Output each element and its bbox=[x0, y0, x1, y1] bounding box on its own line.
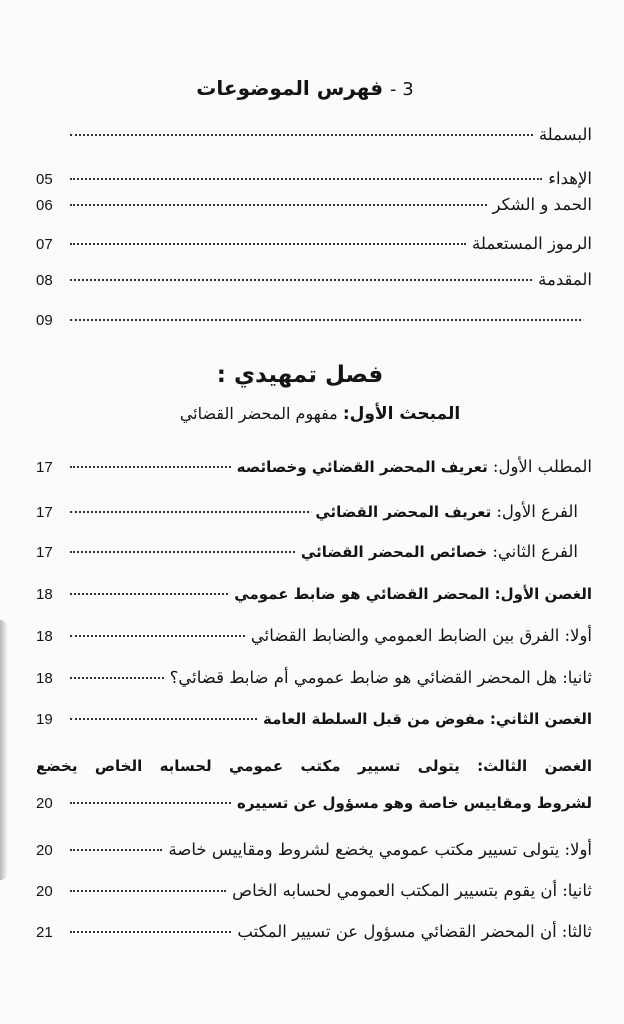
page-number: 06 bbox=[36, 197, 53, 214]
leader-dots bbox=[70, 677, 164, 679]
toc-row bbox=[36, 709, 592, 728]
toc-row bbox=[36, 542, 578, 561]
entry-prefix: الغصن الثالث: bbox=[477, 757, 592, 775]
entry-prefix: الغصن الأول: bbox=[494, 585, 592, 603]
entry-text: هل المحضر القضائي هو ضابط عمومي أم ضابط قضائي؟ bbox=[169, 668, 558, 687]
page-number: 21 bbox=[36, 924, 53, 941]
entry-text: خصائص المحضر القضائي bbox=[300, 543, 488, 561]
leader-dots bbox=[70, 890, 226, 892]
page-number: 20 bbox=[36, 883, 53, 900]
entry-prefix: ثانيا: bbox=[562, 668, 592, 687]
leader-dots bbox=[70, 931, 231, 933]
leader-dots bbox=[70, 204, 487, 206]
entry-prefix: أولا: bbox=[564, 840, 592, 859]
leader-dots bbox=[70, 551, 295, 553]
entry-text: أن يقوم بتسيير المكتب العمومي لحسابه الخاص bbox=[232, 881, 558, 900]
chapter-heading: فصل تمهيدي : bbox=[216, 362, 384, 388]
leader-dots bbox=[70, 849, 162, 851]
leader-dots bbox=[70, 319, 581, 321]
entry-prefix: الغصن الثاني: bbox=[489, 710, 592, 728]
entry-text: تعريف المحضر القضائي وخصائصه bbox=[236, 458, 488, 476]
toc-row bbox=[36, 584, 592, 603]
toc-label: الحمد و الشكر bbox=[492, 195, 592, 214]
leader-dots bbox=[70, 466, 231, 468]
leader-dots bbox=[70, 511, 309, 513]
toc-label: الإهداء bbox=[548, 169, 592, 188]
entry-text: تعريف المحضر القضائي bbox=[315, 503, 492, 521]
toc-row bbox=[36, 502, 578, 521]
entry-text: الفرق بين الضابط العمومي والضابط القضائي bbox=[250, 626, 560, 645]
leader-dots bbox=[70, 802, 231, 804]
toc-label: المقدمة bbox=[538, 270, 592, 289]
toc-label: الرموز المستعملة bbox=[472, 234, 592, 253]
toc-row bbox=[36, 234, 592, 253]
toc-row bbox=[36, 881, 592, 900]
toc-row-multiline bbox=[36, 757, 592, 775]
leader-dots bbox=[70, 279, 532, 281]
leader-dots bbox=[70, 134, 533, 136]
page-number: 18 bbox=[36, 670, 53, 687]
toc-row bbox=[36, 125, 592, 144]
toc-row bbox=[36, 840, 592, 859]
page-number: 17 bbox=[36, 459, 53, 476]
entry-prefix: الفرع الأول: bbox=[496, 502, 578, 521]
toc-row bbox=[36, 195, 592, 214]
entry-prefix: الفرع الثاني: bbox=[492, 542, 578, 561]
entry-text: مفوض من قبل السلطة العامة bbox=[263, 710, 485, 728]
entry-text: المحضر القضائي هو ضابط عمومي bbox=[234, 585, 490, 603]
title-number: 3 - bbox=[390, 79, 414, 100]
toc-title bbox=[180, 76, 430, 100]
page-edge-shadow bbox=[0, 620, 8, 880]
section-label: المبحث الأول: bbox=[342, 404, 461, 424]
page-number: 19 bbox=[36, 711, 53, 728]
toc-row bbox=[36, 310, 592, 329]
section-text: مفهوم المحضر القضائي bbox=[179, 404, 338, 423]
toc-row bbox=[36, 155, 592, 188]
entry-continuation: لشروط ومقاييس خاصة وهو مسؤول عن تسييره bbox=[237, 794, 592, 812]
page-number: 18 bbox=[36, 628, 53, 645]
page-number: 08 bbox=[36, 272, 53, 289]
page-number: 18 bbox=[36, 586, 53, 603]
page-number: 09 bbox=[36, 312, 53, 329]
entry-text: أن المحضر القضائي مسؤول عن تسيير المكتب bbox=[237, 922, 557, 941]
toc-row bbox=[36, 668, 592, 687]
leader-dots bbox=[70, 178, 542, 180]
toc-row bbox=[36, 270, 592, 289]
section-heading bbox=[170, 404, 470, 424]
toc-row bbox=[36, 794, 592, 812]
page-number: 05 bbox=[36, 171, 53, 188]
page-number: 07 bbox=[36, 236, 53, 253]
page-number: 20 bbox=[36, 795, 53, 812]
leader-dots bbox=[70, 718, 257, 720]
entry-prefix: المطلب الأول: bbox=[492, 457, 592, 476]
entry-text: يتولى تسيير مكتب عمومي لحسابه الخاص يخضع bbox=[36, 757, 460, 775]
title-text: فهرس الموضوعات bbox=[196, 76, 384, 100]
entry-prefix: أولا: bbox=[564, 626, 592, 645]
toc-label: البسملة bbox=[538, 125, 592, 144]
page-number: 17 bbox=[36, 544, 53, 561]
leader-dots bbox=[70, 243, 466, 245]
toc-row bbox=[36, 922, 592, 941]
entry-prefix: ثانيا: bbox=[562, 881, 592, 900]
leader-dots bbox=[70, 593, 228, 595]
leader-dots bbox=[70, 635, 245, 637]
page-number: 20 bbox=[36, 842, 53, 859]
entry-text: يتولى تسيير مكتب عمومي يخضع لشروط ومقاييس خاصة bbox=[168, 840, 560, 859]
toc-row bbox=[36, 457, 592, 476]
page-number: 17 bbox=[36, 504, 53, 521]
entry-prefix: ثالثا: bbox=[561, 922, 592, 941]
toc-row bbox=[36, 626, 592, 645]
